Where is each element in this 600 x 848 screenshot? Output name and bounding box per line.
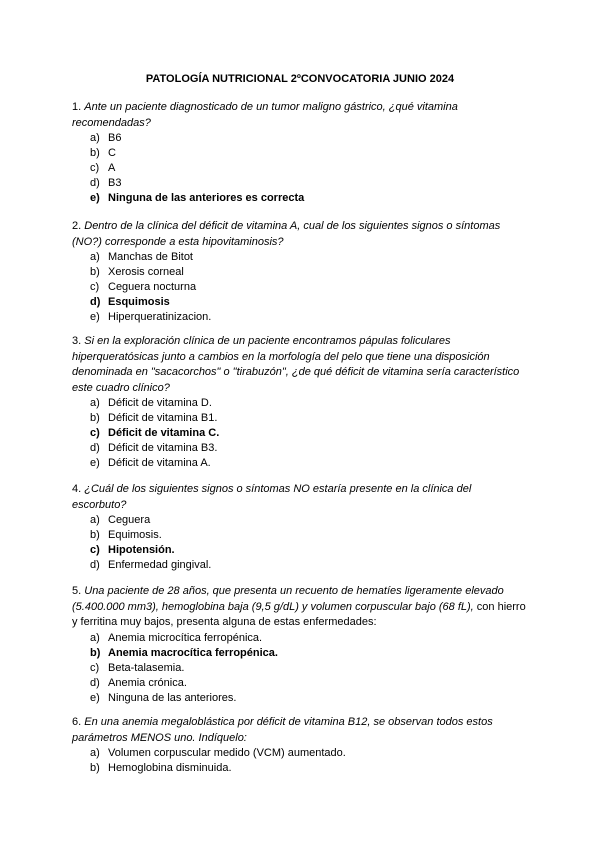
option-b: b) Xerosis corneal — [90, 266, 184, 278]
question-5 — [72, 584, 527, 706]
option-e: e) Hiperqueratinizacion. — [90, 311, 212, 323]
option-b-correct: b) Anemia macrocítica ferropénica. — [90, 646, 278, 659]
options-list — [72, 631, 527, 706]
option-e-correct: e) Ninguna de las anteriores es correcta — [90, 192, 305, 204]
question-text — [72, 100, 527, 131]
question-6 — [72, 715, 527, 776]
options-list — [72, 746, 527, 776]
option-e: e) Ninguna de las anteriores. — [90, 691, 237, 704]
option-a: a) Manchas de Bitot — [90, 251, 193, 263]
question-stem: ¿Cuál de los siguientes signos o síntomas NO estaría presente en la clínica del escorbuto? — [72, 483, 472, 511]
question-4 — [72, 482, 527, 573]
question-number: 3. — [72, 335, 82, 347]
option-d: d) B3 — [90, 177, 122, 189]
question-stem: En una anemia megaloblástica por déficit de vitamina B12, se observan todos estos parámetros MENOS uno. Indíquelo: — [72, 716, 493, 744]
question-text — [72, 584, 527, 631]
question-number: 5. — [72, 585, 82, 597]
option-a: a) Anemia microcítica ferropénica. — [90, 631, 263, 644]
option-d: d) Anemia crónica. — [90, 676, 187, 689]
question-2 — [72, 219, 527, 325]
question-number: 1. — [72, 101, 82, 113]
option-a: a) B6 — [90, 132, 122, 144]
option-c: c) Ceguera nocturna — [90, 281, 197, 293]
question-text — [72, 482, 527, 513]
question-1 — [72, 100, 527, 206]
options-list — [72, 250, 527, 325]
option-c-correct: c) Hipotensión. — [90, 544, 175, 556]
page-title: PATOLOGÍA NUTRICIONAL 2ºCONVOCATORIA JUNIO 2024 — [145, 73, 455, 85]
options-list — [72, 513, 527, 573]
question-stem: Una paciente de 28 años, que presenta un recuento de hematíes ligeramente elevado (5.400.000 mm3), hemoglobina baja (9,5 g/dL) y volumen corpuscular bajo (68 fL), — [72, 585, 504, 613]
question-stem: Si en la exploración clínica de un paciente encontramos pápulas foliculares hiperqueratósicas junto a cambios en la morfología del pelo que tiene una disposición denominada en "sacacorchos" o "tirabuzón", ¿de qué déficit de vitamina sería característico este cuadro clínico? — [72, 335, 520, 394]
question-text — [72, 219, 527, 250]
option-e: e) Déficit de vitamina A. — [90, 457, 211, 469]
question-stem: Ante un paciente diagnosticado de un tumor maligno gástrico, ¿qué vitamina recomendadas? — [72, 101, 458, 129]
option-d-correct: d) Esquimosis — [90, 296, 170, 308]
option-c: c) Beta-talasemia. — [90, 661, 185, 674]
question-number: 4. — [72, 483, 82, 495]
option-c: c) A — [90, 162, 116, 174]
question-number: 6. — [72, 716, 82, 728]
question-stem-rest: con hierro y ferritina muy bajos, presenta alguna de estas enfermedades: — [72, 600, 526, 628]
question-3 — [72, 334, 527, 471]
question-text — [72, 334, 527, 396]
question-number: 2. — [72, 220, 82, 232]
question-stem: Dentro de la clínica del déficit de vitamina A, cual de los siguientes signos o síntomas (NO?) corresponde a esta hipovitaminosis? — [72, 220, 501, 248]
option-a: a) Déficit de vitamina D. — [90, 397, 212, 409]
option-b: b) Hemoglobina disminuida. — [90, 762, 232, 774]
option-b: b) C — [90, 147, 116, 159]
option-b: b) Déficit de vitamina B1. — [90, 412, 218, 424]
option-a: a) Ceguera — [90, 514, 151, 526]
options-list — [72, 131, 527, 206]
option-d: d) Déficit de vitamina B3. — [90, 442, 218, 454]
option-a: a) Volumen corpuscular medido (VCM) aumentado. — [90, 747, 346, 759]
option-b: b) Equimosis. — [90, 529, 162, 541]
option-c-correct: c) Déficit de vitamina C. — [90, 427, 220, 439]
option-d: d) Enfermedad gingival. — [90, 559, 212, 571]
options-list — [72, 396, 527, 471]
question-text — [72, 715, 527, 746]
